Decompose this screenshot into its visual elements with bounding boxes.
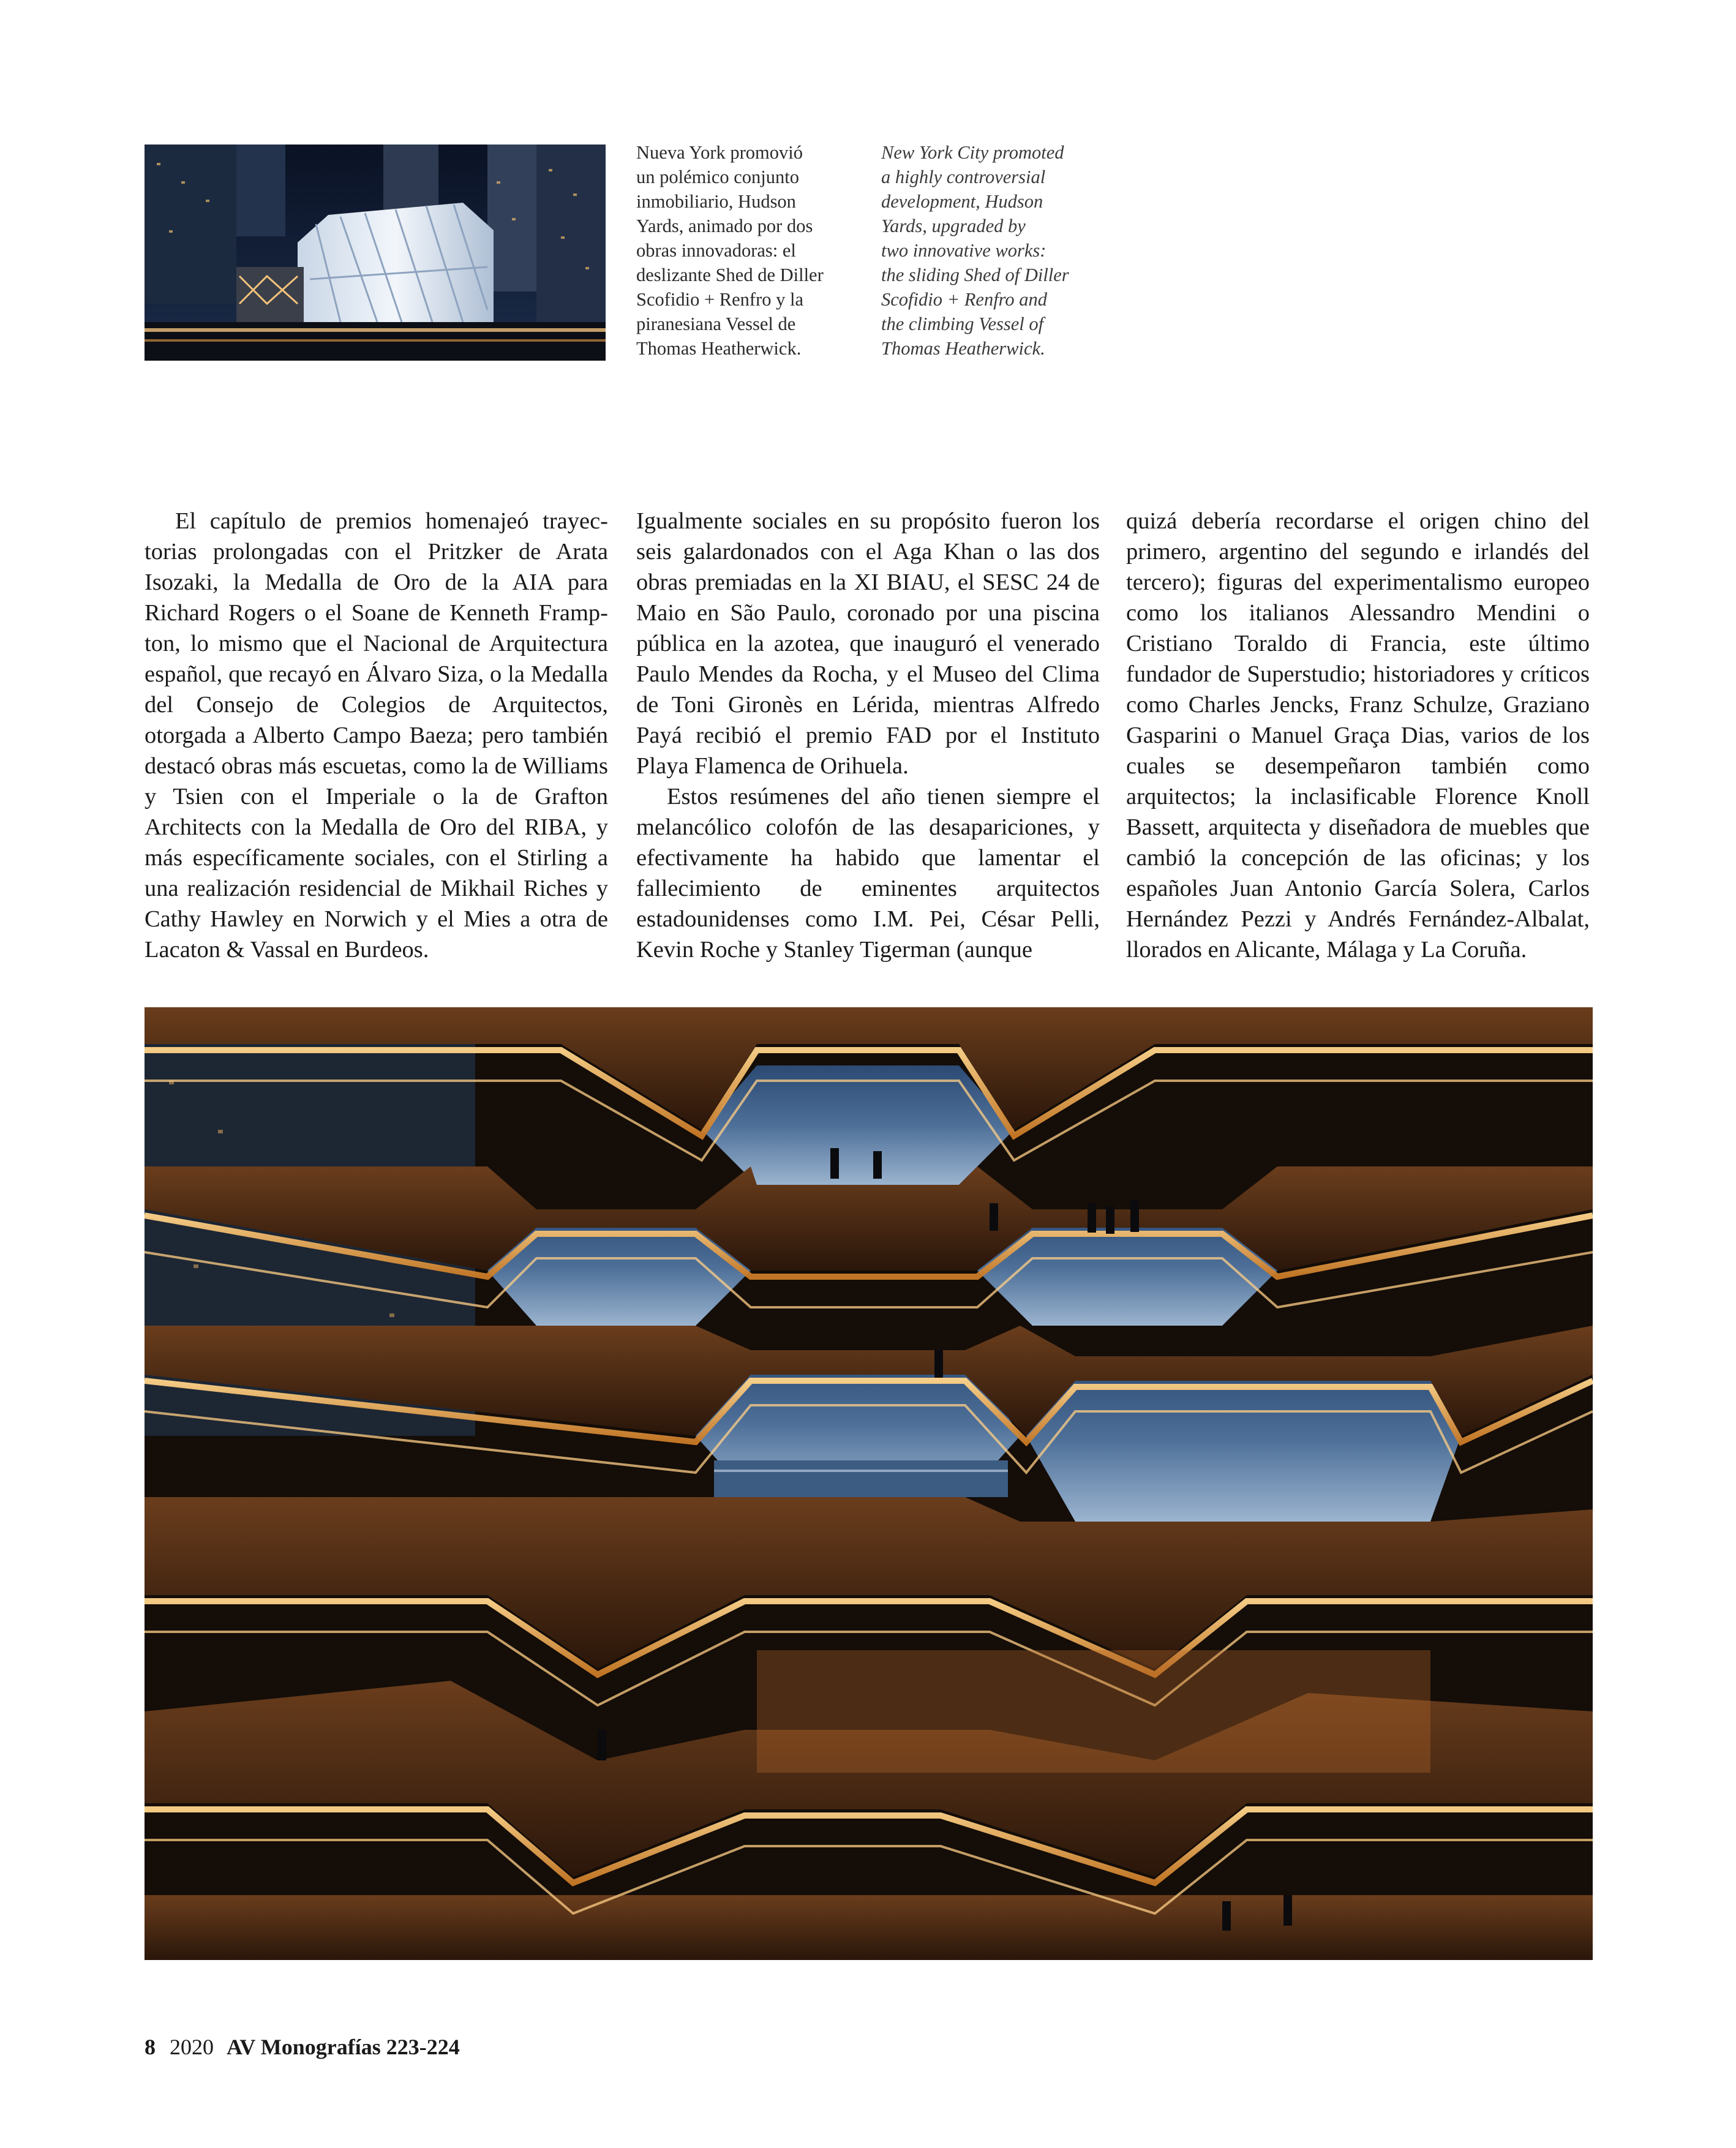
caption-line: Thomas Heatherwick. [881, 338, 1045, 359]
caption-line: Yards, animado por dos [636, 216, 813, 236]
body-column-3 [1126, 506, 1590, 965]
caption-line: un polémico conjunto [636, 167, 799, 187]
page-number: 8 [145, 2035, 156, 2059]
caption-line: a highly controversial [881, 167, 1046, 187]
caption-line: deslizante Shed de Diller [636, 265, 824, 285]
publication-name: AV Monografías 223-224 [227, 2035, 460, 2059]
footer-year: 2020 [170, 2035, 214, 2059]
body-paragraph: quizá debería recordarse el origen chino del primero, argentino del segundo e irlandés del tercero); figuras del experimentalismo europeo como los italianos Alessandro Mendini o Cristiano Toraldo di Francia, este último fundador de Superstudio; historiadores y críticos como Charles Jencks, Franz Schulze, Graziano Gasparini o Manuel Graça Dias, varios de los cuales se desempeñaron también como arquitectos; la inclasificable Florence Knoll Bassett, arquitecta y diseñadora de muebles que cambió la concepción de las oficinas; y los españoles Juan Antonio García Solera, Carlos Hernández Pezzi y Andrés Fernández-Albalat, llorados en Alicante, Málaga y La Coruña. [1126, 508, 1590, 963]
caption-line: development, Hudson [881, 191, 1043, 212]
caption-line: Scofidio + Renfro y la [636, 289, 804, 310]
body-column-2 [636, 506, 1100, 965]
caption-line: obras innovadoras: el [636, 240, 796, 261]
caption-line: the sliding Shed of Diller [881, 265, 1069, 285]
caption-english [881, 140, 1089, 361]
vessel-photo [145, 1007, 1593, 1960]
caption-line: two innovative works: [881, 240, 1046, 261]
caption-line: Scofidio + Renfro and [881, 289, 1048, 310]
body-column-1 [145, 506, 608, 965]
caption-line: piranesiana Vessel de [636, 314, 796, 334]
caption-line: Thomas Heatherwick. [636, 338, 802, 359]
caption-line: inmobiliario, Hudson [636, 191, 796, 212]
caption-line: Nueva York promovió [636, 142, 803, 163]
page-footer [145, 2034, 468, 2060]
caption-spanish [636, 140, 832, 361]
body-paragraph: El capítulo de premios homenajeó trayectorias prolongadas con el Pritzker de Arata Isozaki, la Medalla de Oro de la AIA para Richard Rogers o el Soane de Kenneth Frampton, lo mismo que el Nacional de Arquitectura español, que recayó en Álvaro Siza, o la Medalla del Consejo de Colegios de Arquitectos, otorgada a Alberto Campo Baeza; pero también destacó obras más escuetas, como la de Williams y Tsien con el Imperiale o la de Grafton Architects con la Medalla de Oro del RIBA, y más específicamente sociales, con el Stirling a una realización residencial de Mikhail Riches y Cathy Hawley en Norwich y el Mies a otra de Lacaton & Vassal en Burdeos. [145, 508, 608, 963]
caption-line: Yards, upgraded by [881, 216, 1026, 236]
body-paragraph: Estos resúmenes del año tienen siempre el melancólico colofón de las desapariciones, y efectivamente ha habido que lamentar el fallecimiento de eminentes arquitectos estadounidenses como I.M. Pei, César Pelli, Kevin Roche y Stanley Tigerman (aunque [636, 784, 1100, 963]
caption-line: New York City promoted [881, 142, 1064, 163]
shed-photo [145, 145, 606, 361]
caption-line: the climbing Vessel of [881, 314, 1044, 334]
body-paragraph: Igualmente sociales en su propósito fueron los seis galardonados con el Aga Khan o las dos obras premiadas en la XI BIAU, el SESC 24 de Maio en São Paulo, coronado por una piscina pública en la azotea, que inauguró el venerado Paulo Mendes da Rocha, y el Museo del Clima de Toni Gironès en Lérida, mientras Alfredo Payá recibió el premio FAD por el Instituto Playa Flamenca de Orihuela. [636, 508, 1100, 779]
